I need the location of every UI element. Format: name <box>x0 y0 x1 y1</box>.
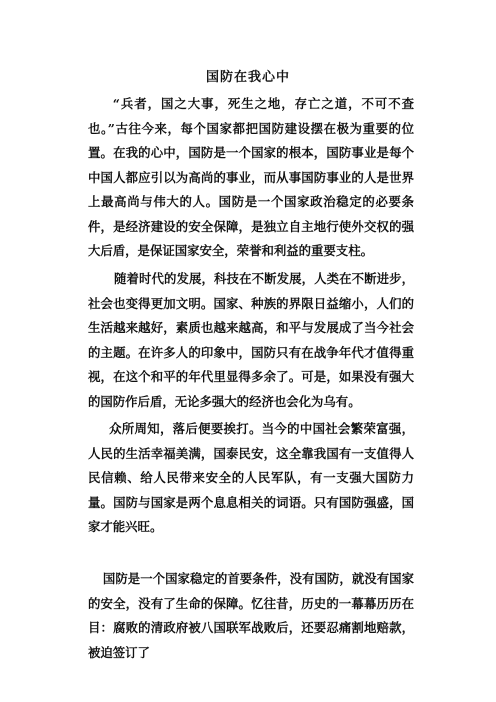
paragraph-4: 国防是一个国家稳定的首要条件，没有国防，就没有国家的安全，没有了生命的保障。忆往昔，历史的一幕幕历历在目：腐败的清政府被八国联军战败后，还要忍痛割地赔款，被迫签订了 <box>88 571 414 660</box>
document-title: 国防在我心中 <box>205 70 290 85</box>
paragraph-3: 众所周知，落后便要挨打。当今的中国社会繁荣富强，人民的生活幸福美满，国泰民安，这全靠我国有一支值得人民信赖、给人民带来安全的人民军队，有一支强大国防力量。国防与国家是两个息息相关的词语。只有国防强盛，国家才能兴旺。 <box>88 421 414 534</box>
paragraph-2: 随着时代的发展，科技在不断发展，人类在不断进步，社会也变得更加文明。国家、种族的界限日益缩小，人们的生活越来越好，素质也越来越高，和平与发展成了当今社会的主题。在许多人的印象中，国防只有在战争年代才值得重视，在这个和平的年代里显得多余了。可是，如果没有强大的国防作后盾，无论多强大的经济也会化为乌有。 <box>88 271 414 409</box>
paragraph-1: “兵者，国之大事，死生之地，存亡之道，不可不查也。”古往今来，每个国家都把国防建设摆在极为重要的位置。在我的心中，国防是一个国家的根本，国防事业是每个中国人都应引以为高尚的事业，而从事国防事业的人是世界上最高尚与伟大的人。国防是一个国家政治稳定的必要条件，是经济建设的安全保障，是独立自主地行使外交权的强大后盾，是保证国家安全，荣誉和利益的重要支柱。 <box>88 96 414 258</box>
